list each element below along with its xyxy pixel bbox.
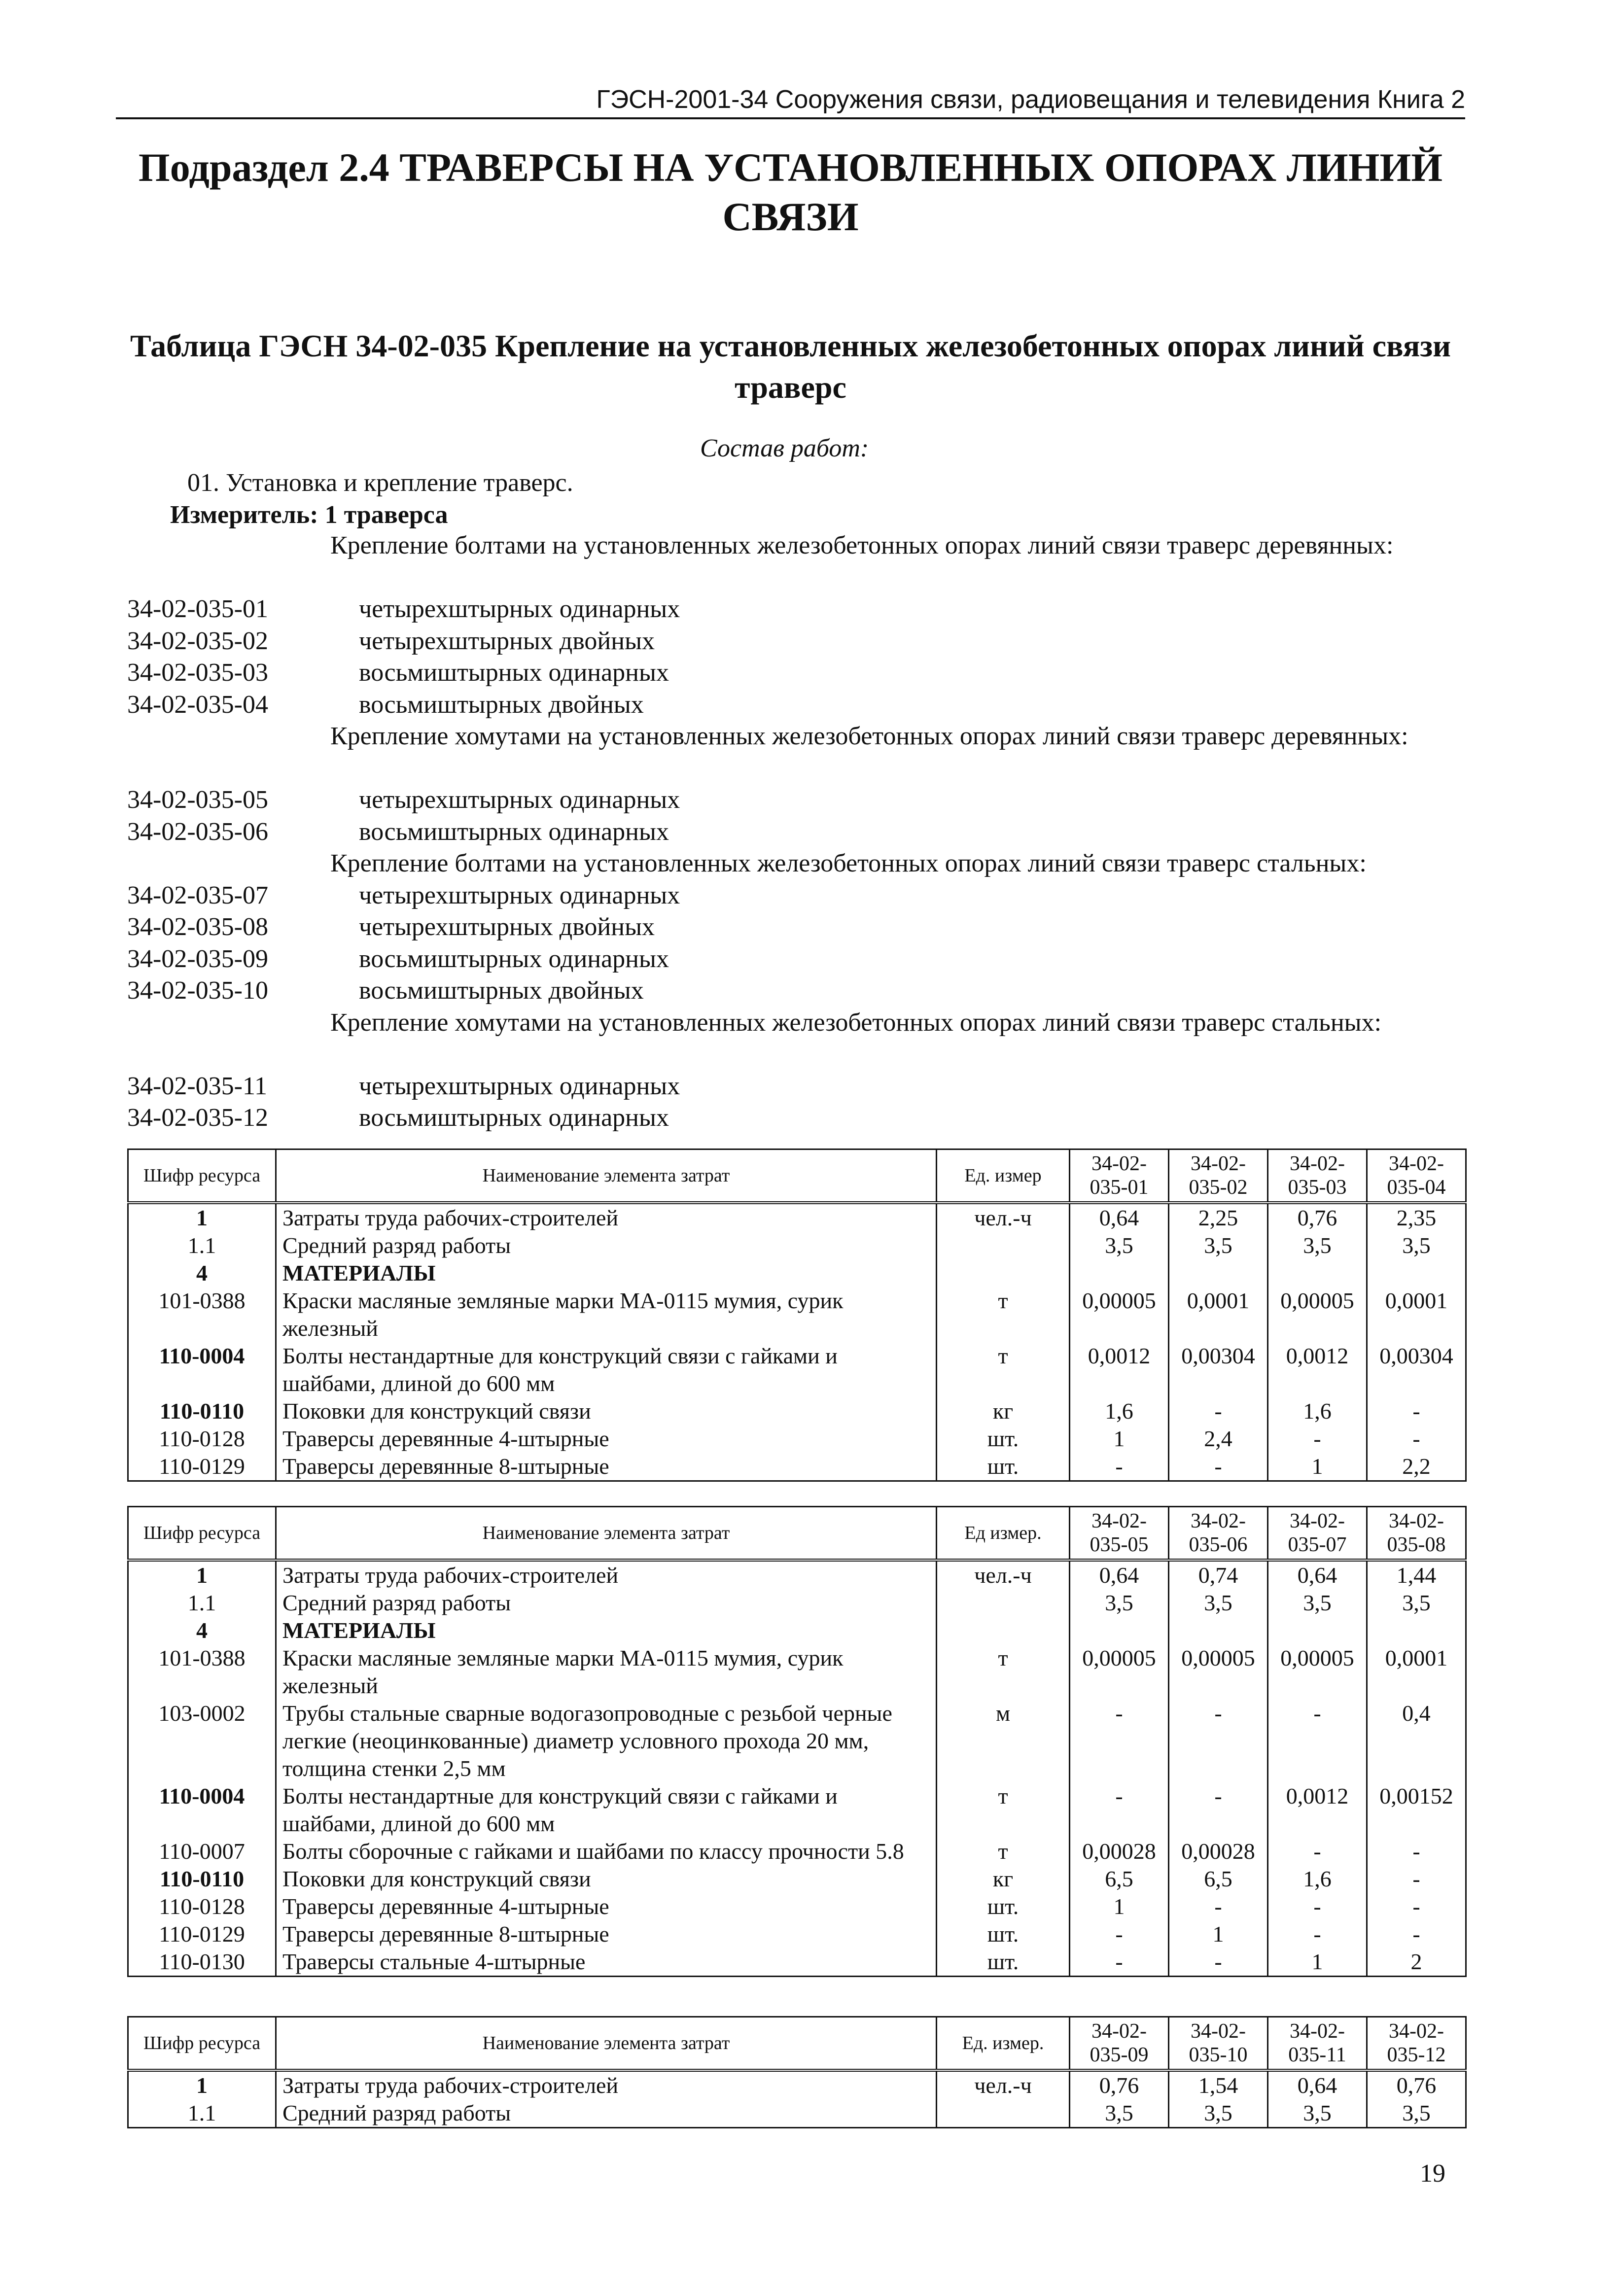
- resource-unit: т: [937, 1287, 1070, 1342]
- column-header-norm: 34-02-035-11: [1268, 2017, 1367, 2070]
- table-row: [128, 1342, 1466, 1397]
- resource-code: 110-0130: [128, 1948, 276, 1977]
- resource-code: 110-0110: [128, 1865, 276, 1893]
- table-title: Таблица ГЭСН 34-02-035 Крепление на установленных железобетонных опорах линий связи траверс: [130, 328, 1451, 405]
- norm-text: Крепление хомутами на установленных железобетонных опорах линий связи траверс деревянных:: [330, 722, 1408, 750]
- resource-value: 0,0012: [1070, 1342, 1169, 1397]
- resource-value: 1,44: [1367, 1560, 1466, 1589]
- resource-value: [1367, 1259, 1466, 1287]
- resource-code: 1: [128, 1203, 276, 1232]
- norm-code: 34-02-035-02: [127, 626, 268, 655]
- resource-value: 0,0001: [1367, 1644, 1466, 1700]
- resource-value: 0,00028: [1169, 1838, 1268, 1865]
- table-row: [128, 1865, 1466, 1893]
- norm-item: [127, 1102, 1465, 1134]
- norm-code: 34-02-035-05: [127, 786, 268, 814]
- resource-value: -: [1169, 1893, 1268, 1920]
- resource-value: 0,76: [1070, 2070, 1169, 2099]
- norm-group-heading: [127, 530, 1465, 593]
- norm-item: [127, 816, 1465, 848]
- resource-value: 3,5: [1367, 1232, 1466, 1259]
- column-header-norm: 34-02-035-12: [1367, 2017, 1466, 2070]
- table-row: [128, 1589, 1466, 1617]
- norm-text: четырехштырных одинарных: [359, 786, 680, 814]
- resource-name: Затраты труда рабочих-строителей: [276, 1203, 937, 1232]
- resource-name: Траверсы деревянные 4-штырные: [276, 1425, 937, 1453]
- resource-table-3: [127, 2016, 1467, 2128]
- resource-value: 3,5: [1070, 2099, 1169, 2128]
- resource-unit: [937, 1589, 1070, 1617]
- resource-value: -: [1169, 1453, 1268, 1481]
- resource-code: 110-0007: [128, 1838, 276, 1865]
- column-header-norm: 34-02-035-04: [1367, 1149, 1466, 1203]
- resource-value: 1,6: [1268, 1397, 1367, 1425]
- resource-value: 0,00028: [1070, 1838, 1169, 1865]
- norm-text: четырехштырных одинарных: [359, 1072, 680, 1100]
- resource-value: 2: [1367, 1948, 1466, 1977]
- resource-value: [1169, 1259, 1268, 1287]
- norm-text: восьмиштырных двойных: [359, 690, 644, 719]
- norm-code: 34-02-035-10: [127, 976, 268, 1005]
- column-header-unit: Ед. измер.: [937, 2017, 1070, 2070]
- norm-text: восьмиштырных одинарных: [359, 817, 669, 846]
- norm-item: [127, 975, 1465, 1007]
- running-header: ГЭСН-2001-34 Сооружения связи, радиовещания и телевидения Книга 2: [116, 85, 1465, 119]
- resource-unit: [937, 2099, 1070, 2128]
- resource-unit: [937, 1259, 1070, 1287]
- work-composition-label: Состав работ:: [700, 434, 869, 462]
- table-row: [128, 1700, 1466, 1782]
- norm-items-list: [127, 530, 1465, 1134]
- column-header-code: Шифр ресурса: [128, 1507, 276, 1560]
- resource-value: [1268, 1617, 1367, 1644]
- resource-name: Средний разряд работы: [276, 1232, 937, 1259]
- norm-text: восьмиштырных двойных: [359, 976, 644, 1005]
- norm-item: [127, 657, 1465, 689]
- resource-name: МАТЕРИАЛЫ: [276, 1617, 937, 1644]
- resource-name: Средний разряд работы: [276, 1589, 937, 1617]
- resource-value: 3,5: [1268, 1232, 1367, 1259]
- resource-value: 0,00005: [1268, 1287, 1367, 1342]
- column-header-norm: 34-02-035-08: [1367, 1507, 1466, 1560]
- resource-code: 110-0129: [128, 1453, 276, 1481]
- table-row: [128, 1617, 1466, 1644]
- resource-name: Краски масляные земляные марки МА-0115 мумия, сурик железный: [276, 1644, 937, 1700]
- resource-value: [1169, 1617, 1268, 1644]
- norm-item: [127, 689, 1465, 721]
- column-header-norm: 34-02-035-03: [1268, 1149, 1367, 1203]
- resource-value: 3,5: [1268, 2099, 1367, 2128]
- resource-table-2: [127, 1506, 1467, 1977]
- table-row: [128, 1948, 1466, 1977]
- resource-value: 0,64: [1070, 1203, 1169, 1232]
- resource-value: -: [1268, 1920, 1367, 1948]
- resource-unit: шт.: [937, 1893, 1070, 1920]
- resource-unit: т: [937, 1782, 1070, 1838]
- resource-value: 1: [1169, 1920, 1268, 1948]
- table-row: [128, 2099, 1466, 2128]
- resource-value: -: [1367, 1920, 1466, 1948]
- resource-name: Затраты труда рабочих-строителей: [276, 1560, 937, 1589]
- column-header-norm: 34-02-035-07: [1268, 1507, 1367, 1560]
- norm-code: 34-02-035-01: [127, 595, 268, 623]
- resource-name: Затраты труда рабочих-строителей: [276, 2070, 937, 2099]
- norm-group-heading: [127, 848, 1465, 880]
- resource-value: 0,0001: [1169, 1287, 1268, 1342]
- resource-code: 110-0128: [128, 1893, 276, 1920]
- norm-code: 34-02-035-03: [127, 659, 268, 687]
- norm-text: восьмиштырных одинарных: [359, 944, 669, 973]
- resource-code: 4: [128, 1617, 276, 1644]
- resource-value: 0,00304: [1367, 1342, 1466, 1397]
- resource-code: 1.1: [128, 1232, 276, 1259]
- table-row: [128, 1397, 1466, 1425]
- resource-value: 6,5: [1169, 1865, 1268, 1893]
- resource-name: Траверсы стальные 4-штырные: [276, 1948, 937, 1977]
- resource-value: -: [1070, 1782, 1169, 1838]
- resource-code: 110-0004: [128, 1782, 276, 1838]
- column-header-norm: 34-02-035-01: [1070, 1149, 1169, 1203]
- resource-unit: шт.: [937, 1425, 1070, 1453]
- resource-value: 0,00304: [1169, 1342, 1268, 1397]
- table-row: [128, 1259, 1466, 1287]
- resource-value: -: [1268, 1700, 1367, 1782]
- resource-unit: шт.: [937, 1453, 1070, 1481]
- resource-name: Болты нестандартные для конструкций связи с гайками и шайбами, длиной до 600 мм: [276, 1782, 937, 1838]
- resource-value: 0,64: [1268, 1560, 1367, 1589]
- column-header-name: Наименование элемента затрат: [276, 1149, 937, 1203]
- meter-line: [170, 500, 448, 529]
- meter-value: 1 траверса: [324, 501, 448, 529]
- resource-unit: чел.-ч: [937, 1203, 1070, 1232]
- resource-value: -: [1070, 1948, 1169, 1977]
- resource-code: 101-0388: [128, 1287, 276, 1342]
- resource-unit: [937, 1617, 1070, 1644]
- resource-value: 0,76: [1268, 1203, 1367, 1232]
- norm-text: Крепление болтами на установленных железобетонных опорах линий связи траверс стальных:: [330, 849, 1367, 877]
- resource-unit: чел.-ч: [937, 1560, 1070, 1589]
- resource-value: 2,25: [1169, 1203, 1268, 1232]
- column-header-name: Наименование элемента затрат: [276, 1507, 937, 1560]
- column-header-norm: 34-02-035-10: [1169, 2017, 1268, 2070]
- work-operations: 01. Установка и крепление траверс.: [187, 469, 573, 497]
- resource-value: 3,5: [1070, 1589, 1169, 1617]
- norm-item: [127, 784, 1465, 816]
- resource-value: -: [1070, 1700, 1169, 1782]
- column-header-norm: 34-02-035-05: [1070, 1507, 1169, 1560]
- norm-text: Крепление хомутами на установленных железобетонных опорах линий связи траверс стальных:: [330, 1008, 1382, 1037]
- resource-code: 1.1: [128, 2099, 276, 2128]
- resource-code: 110-0129: [128, 1920, 276, 1948]
- norm-text: четырехштырных одинарных: [359, 595, 680, 623]
- norm-code: 34-02-035-11: [127, 1072, 268, 1100]
- resource-value: 6,5: [1070, 1865, 1169, 1893]
- resource-name: Средний разряд работы: [276, 2099, 937, 2128]
- column-header-code: Шифр ресурса: [128, 2017, 276, 2070]
- column-header-code: Шифр ресурса: [128, 1149, 276, 1203]
- resource-value: 3,5: [1268, 1589, 1367, 1617]
- norm-text: Крепление болтами на установленных железобетонных опорах линий связи траверс деревянных:: [330, 531, 1394, 559]
- resource-value: -: [1169, 1782, 1268, 1838]
- resource-value: 3,5: [1367, 1589, 1466, 1617]
- page-number: 19: [1420, 2159, 1445, 2188]
- column-header-norm: 34-02-035-02: [1169, 1149, 1268, 1203]
- column-header-unit: Ед. измер: [937, 1149, 1070, 1203]
- resource-value: 0,0012: [1268, 1782, 1367, 1838]
- resource-value: 0,64: [1268, 2070, 1367, 2099]
- resource-value: 3,5: [1070, 1232, 1169, 1259]
- resource-value: 0,00005: [1070, 1644, 1169, 1700]
- resource-value: [1367, 1617, 1466, 1644]
- resource-value: 0,4: [1367, 1700, 1466, 1782]
- resource-value: [1070, 1259, 1169, 1287]
- norm-text: четырехштырных двойных: [359, 913, 655, 941]
- table-row: [128, 1893, 1466, 1920]
- resource-value: 1,6: [1268, 1865, 1367, 1893]
- norm-item: [127, 943, 1465, 975]
- column-header-norm: 34-02-035-09: [1070, 2017, 1169, 2070]
- resource-value: 0,00152: [1367, 1782, 1466, 1838]
- resource-unit: шт.: [937, 1948, 1070, 1977]
- norm-item: [127, 880, 1465, 912]
- resource-name: Краски масляные земляные марки МА-0115 мумия, сурик железный: [276, 1287, 937, 1342]
- resource-value: 3,5: [1367, 2099, 1466, 2128]
- resource-value: 2,35: [1367, 1203, 1466, 1232]
- resource-value: -: [1070, 1453, 1169, 1481]
- resource-value: 0,00005: [1169, 1644, 1268, 1700]
- resource-value: 0,76: [1367, 2070, 1466, 2099]
- resource-value: 1: [1268, 1453, 1367, 1481]
- resource-unit: т: [937, 1644, 1070, 1700]
- resource-code: 1: [128, 1560, 276, 1589]
- norm-item: [127, 593, 1465, 626]
- table-row: [128, 2070, 1466, 2099]
- resource-value: 0,64: [1070, 1560, 1169, 1589]
- subsection-title: Подраздел 2.4 ТРАВЕРСЫ НА УСТАНОВЛЕННЫХ ОПОРАХ ЛИНИЙ СВЯЗИ: [138, 145, 1443, 239]
- table-row: [128, 1920, 1466, 1948]
- resource-code: 110-0110: [128, 1397, 276, 1425]
- resource-name: Трубы стальные сварные водогазопроводные с резьбой черные легкие (неоцинкованные) диаметр условного прохода 20 мм, толщина стенки 2,5 мм: [276, 1700, 937, 1782]
- resource-value: 0,00005: [1070, 1287, 1169, 1342]
- resource-value: 1: [1268, 1948, 1367, 1977]
- resource-code: 110-0004: [128, 1342, 276, 1397]
- resource-code: 4: [128, 1259, 276, 1287]
- table-header-row: [128, 1507, 1466, 1560]
- resource-unit: шт.: [937, 1920, 1070, 1948]
- resource-code: 110-0128: [128, 1425, 276, 1453]
- norm-item: [127, 1071, 1465, 1103]
- norm-text: восьмиштырных одинарных: [359, 1104, 669, 1132]
- resource-table-1: [127, 1148, 1467, 1482]
- norm-code: 34-02-035-12: [127, 1104, 268, 1132]
- resource-code: 101-0388: [128, 1644, 276, 1700]
- resource-value: -: [1367, 1838, 1466, 1865]
- table-header-row: [128, 2017, 1466, 2070]
- resource-value: -: [1169, 1397, 1268, 1425]
- resource-value: 0,00005: [1268, 1644, 1367, 1700]
- table-row: [128, 1232, 1466, 1259]
- resource-value: 2,2: [1367, 1453, 1466, 1481]
- resource-value: 1,6: [1070, 1397, 1169, 1425]
- resource-value: 1: [1070, 1893, 1169, 1920]
- table-row: [128, 1453, 1466, 1481]
- resource-name: Поковки для конструкций связи: [276, 1397, 937, 1425]
- resource-unit: кг: [937, 1397, 1070, 1425]
- resource-value: -: [1367, 1865, 1466, 1893]
- table-row: [128, 1838, 1466, 1865]
- resource-unit: т: [937, 1342, 1070, 1397]
- resource-value: 0,0001: [1367, 1287, 1466, 1342]
- table-row: [128, 1287, 1466, 1342]
- column-header-name: Наименование элемента затрат: [276, 2017, 937, 2070]
- resource-name: МАТЕРИАЛЫ: [276, 1259, 937, 1287]
- resource-name: Траверсы деревянные 4-штырные: [276, 1893, 937, 1920]
- norm-code: 34-02-035-09: [127, 944, 268, 973]
- resource-value: -: [1367, 1425, 1466, 1453]
- norm-code: 34-02-035-07: [127, 881, 268, 909]
- table-row: [128, 1644, 1466, 1700]
- resource-value: 3,5: [1169, 1232, 1268, 1259]
- norm-code: 34-02-035-08: [127, 913, 268, 941]
- table-row: [128, 1782, 1466, 1838]
- resource-unit: чел.-ч: [937, 2070, 1070, 2099]
- norm-code: 34-02-035-04: [127, 690, 268, 719]
- norm-code: 34-02-035-06: [127, 817, 268, 846]
- norm-text: четырехштырных двойных: [359, 626, 655, 655]
- norm-text: четырехштырных одинарных: [359, 881, 680, 909]
- table-row: [128, 1425, 1466, 1453]
- table-row: [128, 1203, 1466, 1232]
- resource-name: Траверсы деревянные 8-штырные: [276, 1920, 937, 1948]
- resource-value: [1070, 1617, 1169, 1644]
- resource-value: 0,74: [1169, 1560, 1268, 1589]
- resource-code: 1.1: [128, 1589, 276, 1617]
- resource-value: 2,4: [1169, 1425, 1268, 1453]
- resource-value: -: [1268, 1838, 1367, 1865]
- meter-label: Измеритель:: [170, 501, 318, 529]
- resource-unit: м: [937, 1700, 1070, 1782]
- norm-item: [127, 626, 1465, 658]
- resource-unit: кг: [937, 1865, 1070, 1893]
- column-header-unit: Ед измер.: [937, 1507, 1070, 1560]
- column-header-norm: 34-02-035-06: [1169, 1507, 1268, 1560]
- resource-value: -: [1169, 1700, 1268, 1782]
- norm-text: восьмиштырных одинарных: [359, 659, 669, 687]
- norm-group-heading: [127, 721, 1465, 784]
- norm-group-heading: [127, 1007, 1465, 1071]
- resource-unit: [937, 1232, 1070, 1259]
- table-row: [128, 1560, 1466, 1589]
- resource-name: Поковки для конструкций связи: [276, 1865, 937, 1893]
- resource-value: 3,5: [1169, 1589, 1268, 1617]
- resource-name: Болты нестандартные для конструкций связи с гайками и шайбами, длиной до 600 мм: [276, 1342, 937, 1397]
- table-header-row: [128, 1149, 1466, 1203]
- resource-value: [1268, 1259, 1367, 1287]
- resource-value: -: [1268, 1425, 1367, 1453]
- resource-code: 103-0002: [128, 1700, 276, 1782]
- resource-name: Болты сборочные с гайками и шайбами по классу прочности 5.8: [276, 1838, 937, 1865]
- resource-value: -: [1169, 1948, 1268, 1977]
- resource-value: -: [1367, 1893, 1466, 1920]
- resource-unit: т: [937, 1838, 1070, 1865]
- norm-item: [127, 911, 1465, 943]
- resource-value: 3,5: [1169, 2099, 1268, 2128]
- resource-name: Траверсы деревянные 8-штырные: [276, 1453, 937, 1481]
- resource-value: -: [1367, 1397, 1466, 1425]
- resource-value: -: [1070, 1920, 1169, 1948]
- resource-code: 1: [128, 2070, 276, 2099]
- resource-value: -: [1268, 1893, 1367, 1920]
- resource-value: 1: [1070, 1425, 1169, 1453]
- resource-value: 0,0012: [1268, 1342, 1367, 1397]
- resource-value: 1,54: [1169, 2070, 1268, 2099]
